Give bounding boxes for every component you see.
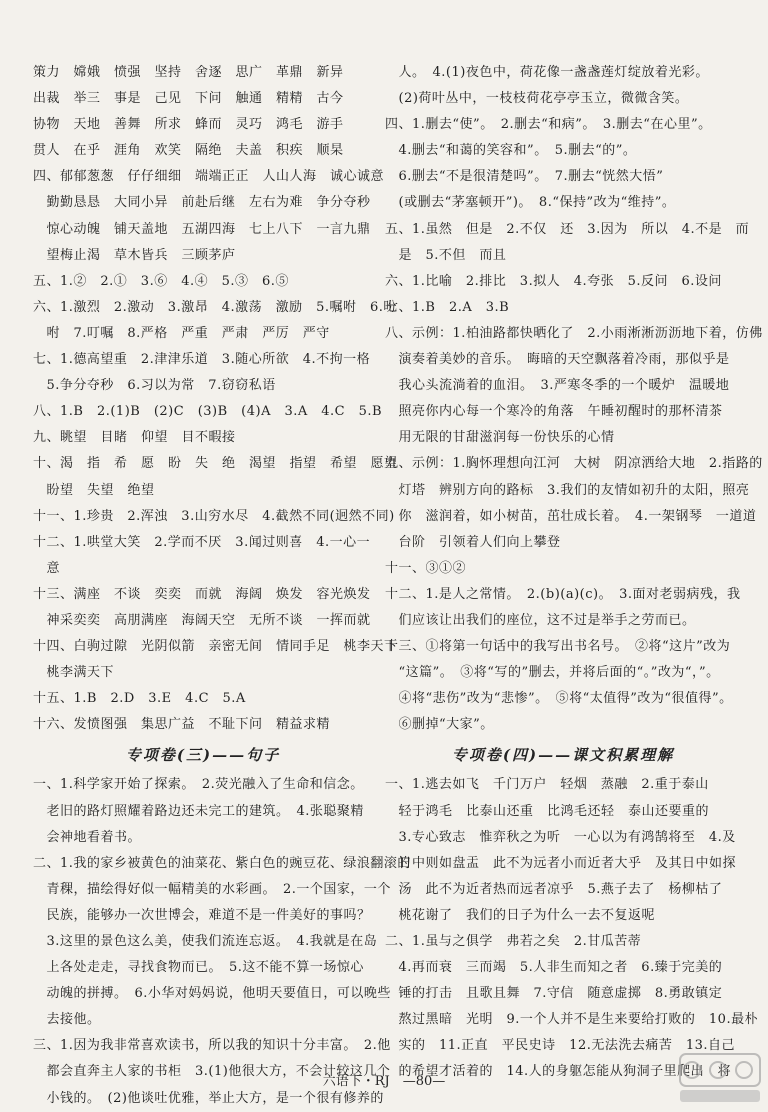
answer-line: 策力 嫦娥 愤强 坚持 舍逐 思广 革鼎 新异 <box>33 65 344 80</box>
answer-line: 们应该让出我们的座位，这不过是举手之劳而已。 <box>385 612 696 628</box>
section-title: 专项卷(三)——句子 <box>125 746 281 765</box>
answer-line: 七、1.德高望重 2.津津乐道 3.随心所欲 4.不拘一格 <box>33 352 371 368</box>
answer-line: 勤勤恳恳 大同小异 前赴后继 左右为难 争分夺秒 <box>33 195 371 211</box>
answer-line: 桃花谢了 我们的日子为什么一去不复返呢 <box>385 907 656 923</box>
right-column <box>385 60 763 1086</box>
answer-line: 一、1.科学家开始了探索。 2.荧光融入了生命和信念。 <box>33 777 364 793</box>
answer-line: 五、1.② 2.① 3.⑥ 4.④ 5.③ 6.⑤ <box>33 273 289 289</box>
right-block2 <box>385 772 759 1085</box>
section-title: 专项卷(四)——课文积累理解 <box>451 746 675 765</box>
right-block1 <box>385 60 763 738</box>
answer-line: 会神地看着书。 <box>33 829 142 845</box>
answer-line: 5.争分夺秒 6.习以为常 7.窃窃私语 <box>33 378 276 394</box>
answer-line: 十五、1.B 2.D 3.E 4.C 5.A <box>33 691 246 707</box>
answer-line: 是 5.不但 而且 <box>385 247 507 263</box>
answer-line: ⑥删掉“大家”。 <box>385 717 494 733</box>
answer-line: 四、郁郁葱葱 仔仔细细 端端正正 人山人海 诚心诚意 <box>33 169 385 185</box>
answer-line: 轻于鸿毛 比泰山还重 比鸿毛还轻 泰山还要重的 <box>385 803 710 819</box>
answer-line: 协物 天地 善舞 所求 蜂而 灵巧 鸿毛 游手 <box>33 117 344 133</box>
answer-line: 青稞，描绘得好似一幅精美的水彩画。 2.一个国家，一个 <box>33 881 391 897</box>
answer-line: 十二、1.是人之常情。 2.(b)(a)(c)。 3.面对老弱病残，我 <box>385 586 741 602</box>
answer-line: 四、1.删去“使”。 2.删去“和病”。 3.删去“在心里”。 <box>385 117 712 133</box>
answer-line: 照亮你内心每一个寒冷的角落 午睡初醒时的那杯清茶 <box>385 404 723 420</box>
answer-line: (2)荷叶丛中，一枝枝荷花亭亭玉立，微微含笑。 <box>385 91 689 107</box>
answer-line: “这篇”。 ③将“写的”删去，并将后面的“。”改为“，”。 <box>385 665 720 681</box>
answer-line: 五、1.虽然 但是 2.不仅 还 3.因为 所以 4.不是 而 <box>385 221 750 237</box>
answer-line: 十二、1.哄堂大笑 2.学而不厌 3.闻过则喜 4.一心一 <box>33 534 371 550</box>
answer-line: 你 滋润着，如小树苗，茁壮成长着。 4.一架钢琴 一道道 <box>385 508 757 524</box>
answer-line: 十一、③①② <box>385 560 467 576</box>
answer-line: 惊心动魄 铺天盖地 五湖四海 七上八下 一言九鼎 <box>33 221 371 237</box>
answer-line: 演奏着美妙的音乐。 晦暗的天空飘落着冷雨，那似乎是 <box>385 352 730 368</box>
answer-line: 望梅止渴 草木皆兵 三顾茅庐 <box>33 247 236 263</box>
answer-line: 日中则如盘盂 此不为远者小而近者大乎 及其日中如探 <box>385 855 737 871</box>
answer-line: 九、眺望 目睹 仰望 目不暇接 <box>33 430 236 446</box>
answer-line: 出裁 举三 事是 己见 下问 触通 精精 古今 <box>33 91 344 107</box>
answer-line: 十、渴 指 希 愿 盼 失 绝 渴望 指望 希望 愿望 <box>33 456 398 472</box>
answer-line: 民族，能够办一次世博会，难道不是一件美好的事吗？ <box>33 907 371 923</box>
answer-line: 十三、①将第一句话中的我写出书名号。 ②将“这片”改为 <box>385 639 731 655</box>
answer-line: 锤的打击 且歌且舞 7.守信 随意虚掷 8.勇敢镇定 <box>385 986 723 1002</box>
answer-line: 都会直奔主人家的书柜 3.(1)他很大方，不会计较这几个 <box>33 1064 391 1080</box>
answer-line: ④将“悲伤”改为“悲惨”。 ⑤将“太值得”改为“很值得”。 <box>385 691 733 707</box>
answer-line: 意 <box>33 560 61 576</box>
page-footer: 六语下・RJ —80— <box>322 1074 446 1089</box>
answer-line: 的希望才活着的 14.人的身躯怎能从狗洞子里爬出 将 <box>385 1064 732 1080</box>
answer-line: 台阶 引领着人们向上攀登 <box>385 534 561 550</box>
answer-line: 九、示例：1.胸怀理想向江河 大树 阴凉洒给大地 2.指路的 <box>385 456 763 472</box>
answer-line: 6.删去“不是很清楚吗”。 7.删去“恍然大悟” <box>385 169 664 185</box>
answer-line: 用无限的甘甜滋润每一份快乐的心情 <box>385 430 615 446</box>
answer-line: 4.再而衰 三而竭 5.人非生而知之者 6.臻于完美的 <box>385 960 723 976</box>
answer-line: 三、1.因为我非常喜欢读书，所以我的知识十分丰富。 2.他 <box>33 1038 391 1054</box>
answer-line: 3.这里的景色这么美，使我们流连忘返。 4.我就是在岛 <box>33 934 378 949</box>
answer-line: 熬过黑暗 光明 9.一个人并不是生来要给打败的 10.最朴 <box>385 1012 759 1028</box>
answer-line: 十一、1.珍贵 2.浑浊 3.山穷水尽 4.截然不同(迥然不同) <box>33 508 395 524</box>
answer-line: 二、1.我的家乡被黄色的油菜花、紫白色的豌豆花、绿浪翻滚的 <box>33 855 411 871</box>
answer-line: 十四、白驹过隙 光阴似箭 亲密无间 情同手足 桃李天下 <box>33 639 398 655</box>
answer-line: (或删去“茅塞顿开”)。 8.“保持”改为“维持”。 <box>385 195 676 211</box>
answer-line: 七、1.B 2.A 3.B <box>385 299 510 315</box>
answer-line: 灯塔 辨别方向的路标 3.我们的友情如初升的太阳，照亮 <box>385 482 750 498</box>
watermark-logo <box>678 1050 762 1106</box>
answer-line: 神采奕奕 高朋满座 海阔天空 无所不谈 一挥而就 <box>33 612 371 628</box>
answer-line: 六、1.比喻 2.排比 3.拟人 4.夸张 5.反问 6.设问 <box>385 273 722 289</box>
answer-line: 动魄的拼搏。 6.小华对妈妈说，他明天要值日，可以晚些 <box>33 986 391 1002</box>
answer-line: 小钱的。 (2)他谈吐优雅，举止大方，是一个很有修养的 <box>33 1090 384 1106</box>
left-block1 <box>33 60 398 738</box>
answer-line: 二、1.虽与之俱学 弗若之矣 2.甘瓜苦蒂 <box>385 934 642 949</box>
answer-line: 贯人 在乎 涯角 欢笑 隔绝 夫盖 积疾 顺杲 <box>33 143 344 159</box>
answer-line: 人。 4.(1)夜色中，荷花像一盏盏莲灯绽放着光彩。 <box>385 65 709 80</box>
answer-line: 我心头流淌着的血泪。 3.严寒冬季的一个暖炉 温暖地 <box>385 378 730 394</box>
answer-line: 十三、满座 不谈 奕奕 而就 海阔 焕发 容光焕发 <box>33 586 371 602</box>
answer-line: 4.删去“和蔼的笑容和”。 5.删去“的”。 <box>385 143 637 159</box>
answer-line: 八、示例：1.柏油路都快晒化了 2.小雨淅淅沥沥地下着，仿佛 <box>385 325 763 341</box>
answer-line: 去接他。 <box>33 1012 101 1028</box>
answer-line: 实的 11.正直 平民史诗 12.无法洗去痛苦 13.自己 <box>385 1038 736 1054</box>
answer-line: 汤 此不为近者热而远者凉乎 5.燕子去了 杨柳枯了 <box>385 881 723 897</box>
answer-line: 八、1.B 2.(1)B (2)C (3)B (4)A 3.A 4.C 5.B <box>33 404 383 420</box>
answer-line: 桃李满天下 <box>33 665 115 681</box>
answer-line: 十六、发愤图强 集思广益 不耻下问 精益求精 <box>33 717 331 733</box>
answer-line: 一、1.逃去如飞 千门万户 轻烟 蒸融 2.重于泰山 <box>385 777 709 793</box>
answer-line: 六、1.激烈 2.激动 3.激昂 4.激荡 激励 5.嘱咐 6.吩 <box>33 299 397 315</box>
answer-line: 3.专心致志 惟弈秋之为听 一心以为有鸿鹄将至 4.及 <box>385 829 736 845</box>
answer-line: 上各处走走，寻找食物而已。 5.这不能不算一场惊心 <box>33 960 364 976</box>
answer-line: 咐 7.叮嘱 8.严格 严重 严肃 严厉 严守 <box>33 325 330 341</box>
answer-line: 盼望 失望 绝望 <box>33 482 155 498</box>
answer-line: 老旧的路灯照耀着路边还未完工的建筑。 4.张聪聚精 <box>33 803 364 819</box>
